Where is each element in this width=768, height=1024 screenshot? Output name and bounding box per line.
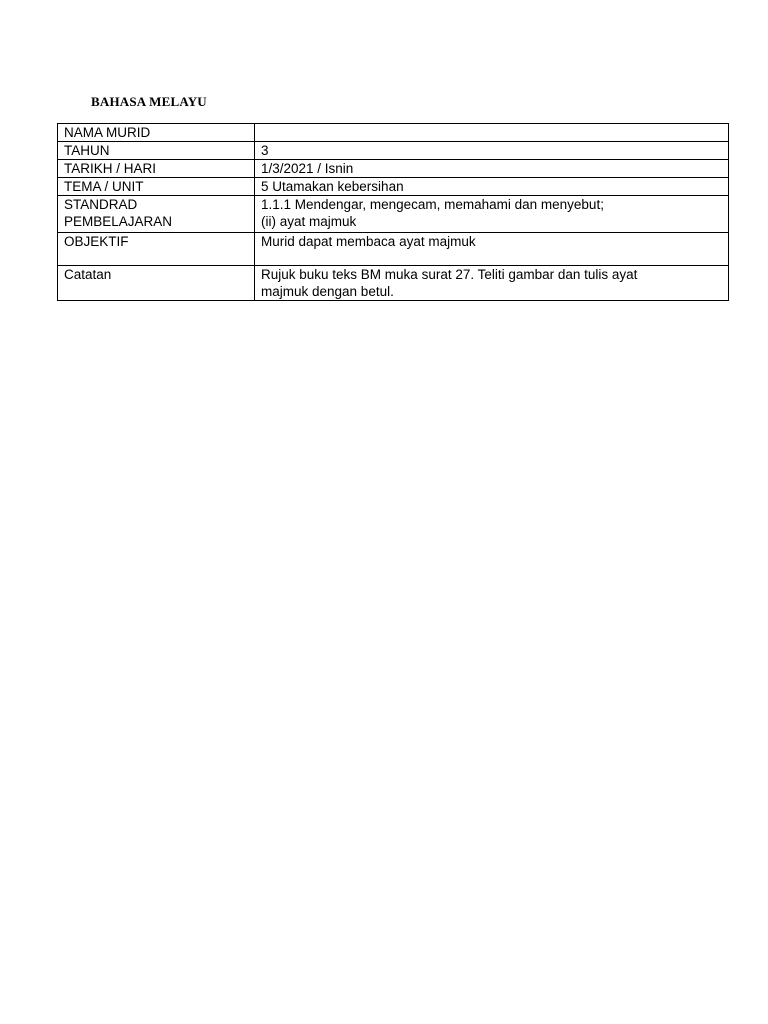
- table-row-standard-pembelajaran: [58, 196, 729, 233]
- value-tema-unit: 5 Utamakan kebersihan: [255, 178, 729, 196]
- label-tema-unit: TEMA / UNIT: [58, 178, 255, 196]
- page-title: BAHASA MELAYU: [91, 94, 207, 109]
- value-line: 1.1.1 Mendengar, mengecam, memahami dan menyebut;: [261, 197, 604, 212]
- label-catatan: Catatan: [58, 266, 255, 301]
- table-row-catatan: [58, 266, 729, 301]
- lesson-info-table: [57, 123, 729, 301]
- label-tarikh-hari: TARIKH / HARI: [58, 160, 255, 178]
- value-line: Rujuk buku teks BM muka surat 27. Teliti gambar dan tulis ayat: [261, 267, 638, 282]
- value-nama-murid: [255, 124, 729, 142]
- label-objektif: OBJEKTIF: [58, 233, 255, 266]
- value-line: (ii) ayat majmuk: [261, 214, 357, 229]
- value-objektif: Murid dapat membaca ayat majmuk: [255, 233, 729, 266]
- table-row-tema-unit: [58, 178, 729, 196]
- label-tahun: TAHUN: [58, 142, 255, 160]
- value-tarikh-hari: 1/3/2021 / Isnin: [255, 160, 729, 178]
- value-catatan: [255, 266, 729, 301]
- table-row-tahun: [58, 142, 729, 160]
- value-tahun: 3: [255, 142, 729, 160]
- value-standard-pembelajaran: [255, 196, 729, 233]
- value-line: majmuk dengan betul.: [261, 284, 394, 299]
- label-line: STANDRAD: [64, 197, 138, 212]
- table-row-objektif: [58, 233, 729, 266]
- label-standard-pembelajaran: [58, 196, 255, 233]
- table-row-tarikh-hari: [58, 160, 729, 178]
- label-nama-murid: NAMA MURID: [58, 124, 255, 142]
- table-row-nama-murid: [58, 124, 729, 142]
- label-line: PEMBELAJARAN: [64, 214, 173, 229]
